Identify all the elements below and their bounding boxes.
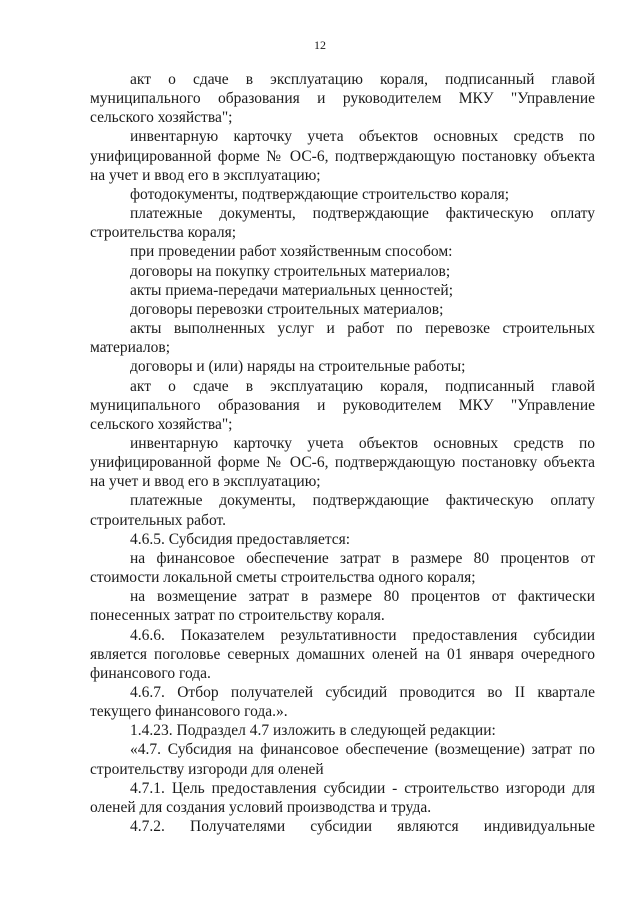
paragraph-reimbursement-80: на возмещение затрат в размере 80 процентов от фактически понесенных затрат по строительству кораля. <box>90 588 595 625</box>
paragraph-inventory-card: инвентарную карточку учета объектов основных средств по унифицированной форме № ОС-6, подтверждающую постановку объекта на учет и ввод его в эксплуатацию; <box>90 128 595 184</box>
paragraph-economic-method: при проведении работ хозяйственным способом: <box>130 243 453 261</box>
page-number: 12 <box>314 38 326 52</box>
paragraph-work-orders: договоры и (или) наряды на строительные работы; <box>130 358 466 376</box>
paragraph-purchase-contracts: договоры на покупку строительных материалов; <box>130 262 451 280</box>
paragraph-section-1-4-23: 1.4.23. Подраздел 4.7 изложить в следующей редакции: <box>130 722 496 740</box>
paragraph-act-handover-2: акт о сдаче в эксплуатацию кораля, подписанный главой муниципального образования и руководителем МКУ "Управление сельского хозяйства"; <box>90 377 595 433</box>
paragraph-financing-80: на финансовое обеспечение затрат в размере 80 процентов от стоимости локальной сметы строительства одного кораля; <box>90 549 595 587</box>
paragraph-section-4-6-7: 4.6.7. Отбор получателей субсидий проводится во II квартале текущего финансового года.». <box>90 684 595 721</box>
paragraph-section-4-6-5: 4.6.5. Субсидия предоставляется: <box>130 530 351 548</box>
paragraph-section-4-7-1: 4.7.1. Цель предоставления субсидии - строительство изгороди для оленей для создания условий производства и труда. <box>90 779 595 816</box>
paragraph-transport-service-acts: акты выполненных услуг и работ по перевозке строительных материалов; <box>90 320 595 357</box>
paragraph-transport-contracts: договоры перевозки строительных материалов; <box>130 300 444 318</box>
paragraph-payment-documents: платежные документы, подтверждающие фактическую оплату строительства кораля; <box>90 205 595 242</box>
paragraph-payment-documents-2: платежные документы, подтверждающие фактическую оплату строительных работ. <box>90 492 595 529</box>
paragraph-section-4-6-6: 4.6.6. Показателем результативности предоставления субсидии является поголовье северных домашних оленей на 01 января очередного финансового года. <box>90 626 595 682</box>
paragraph-inventory-card-2: инвентарную карточку учета объектов основных средств по унифицированной форме № ОС-6, подтверждающую постановку объекта на учет и ввод его в эксплуатацию; <box>90 434 595 491</box>
paragraph-section-4-7: «4.7. Субсидия на финансовое обеспечение (возмещение) затрат по строительству изгороди для оленей <box>90 741 595 778</box>
paragraph-act-handover: акт о сдаче в эксплуатацию кораля, подписанный главой муниципального образования и руководителем МКУ "Управление сельского хозяйства"; <box>90 71 595 127</box>
paragraph-transfer-acts: акты приема-передачи материальных ценностей; <box>130 281 454 299</box>
paragraph-section-4-7-2: 4.7.2. Получателями субсидии являются индивидуальные <box>130 818 595 836</box>
paragraph-photo-documents: фотодокументы, подтверждающие строительство кораля; <box>130 185 510 203</box>
document-body <box>90 70 595 836</box>
